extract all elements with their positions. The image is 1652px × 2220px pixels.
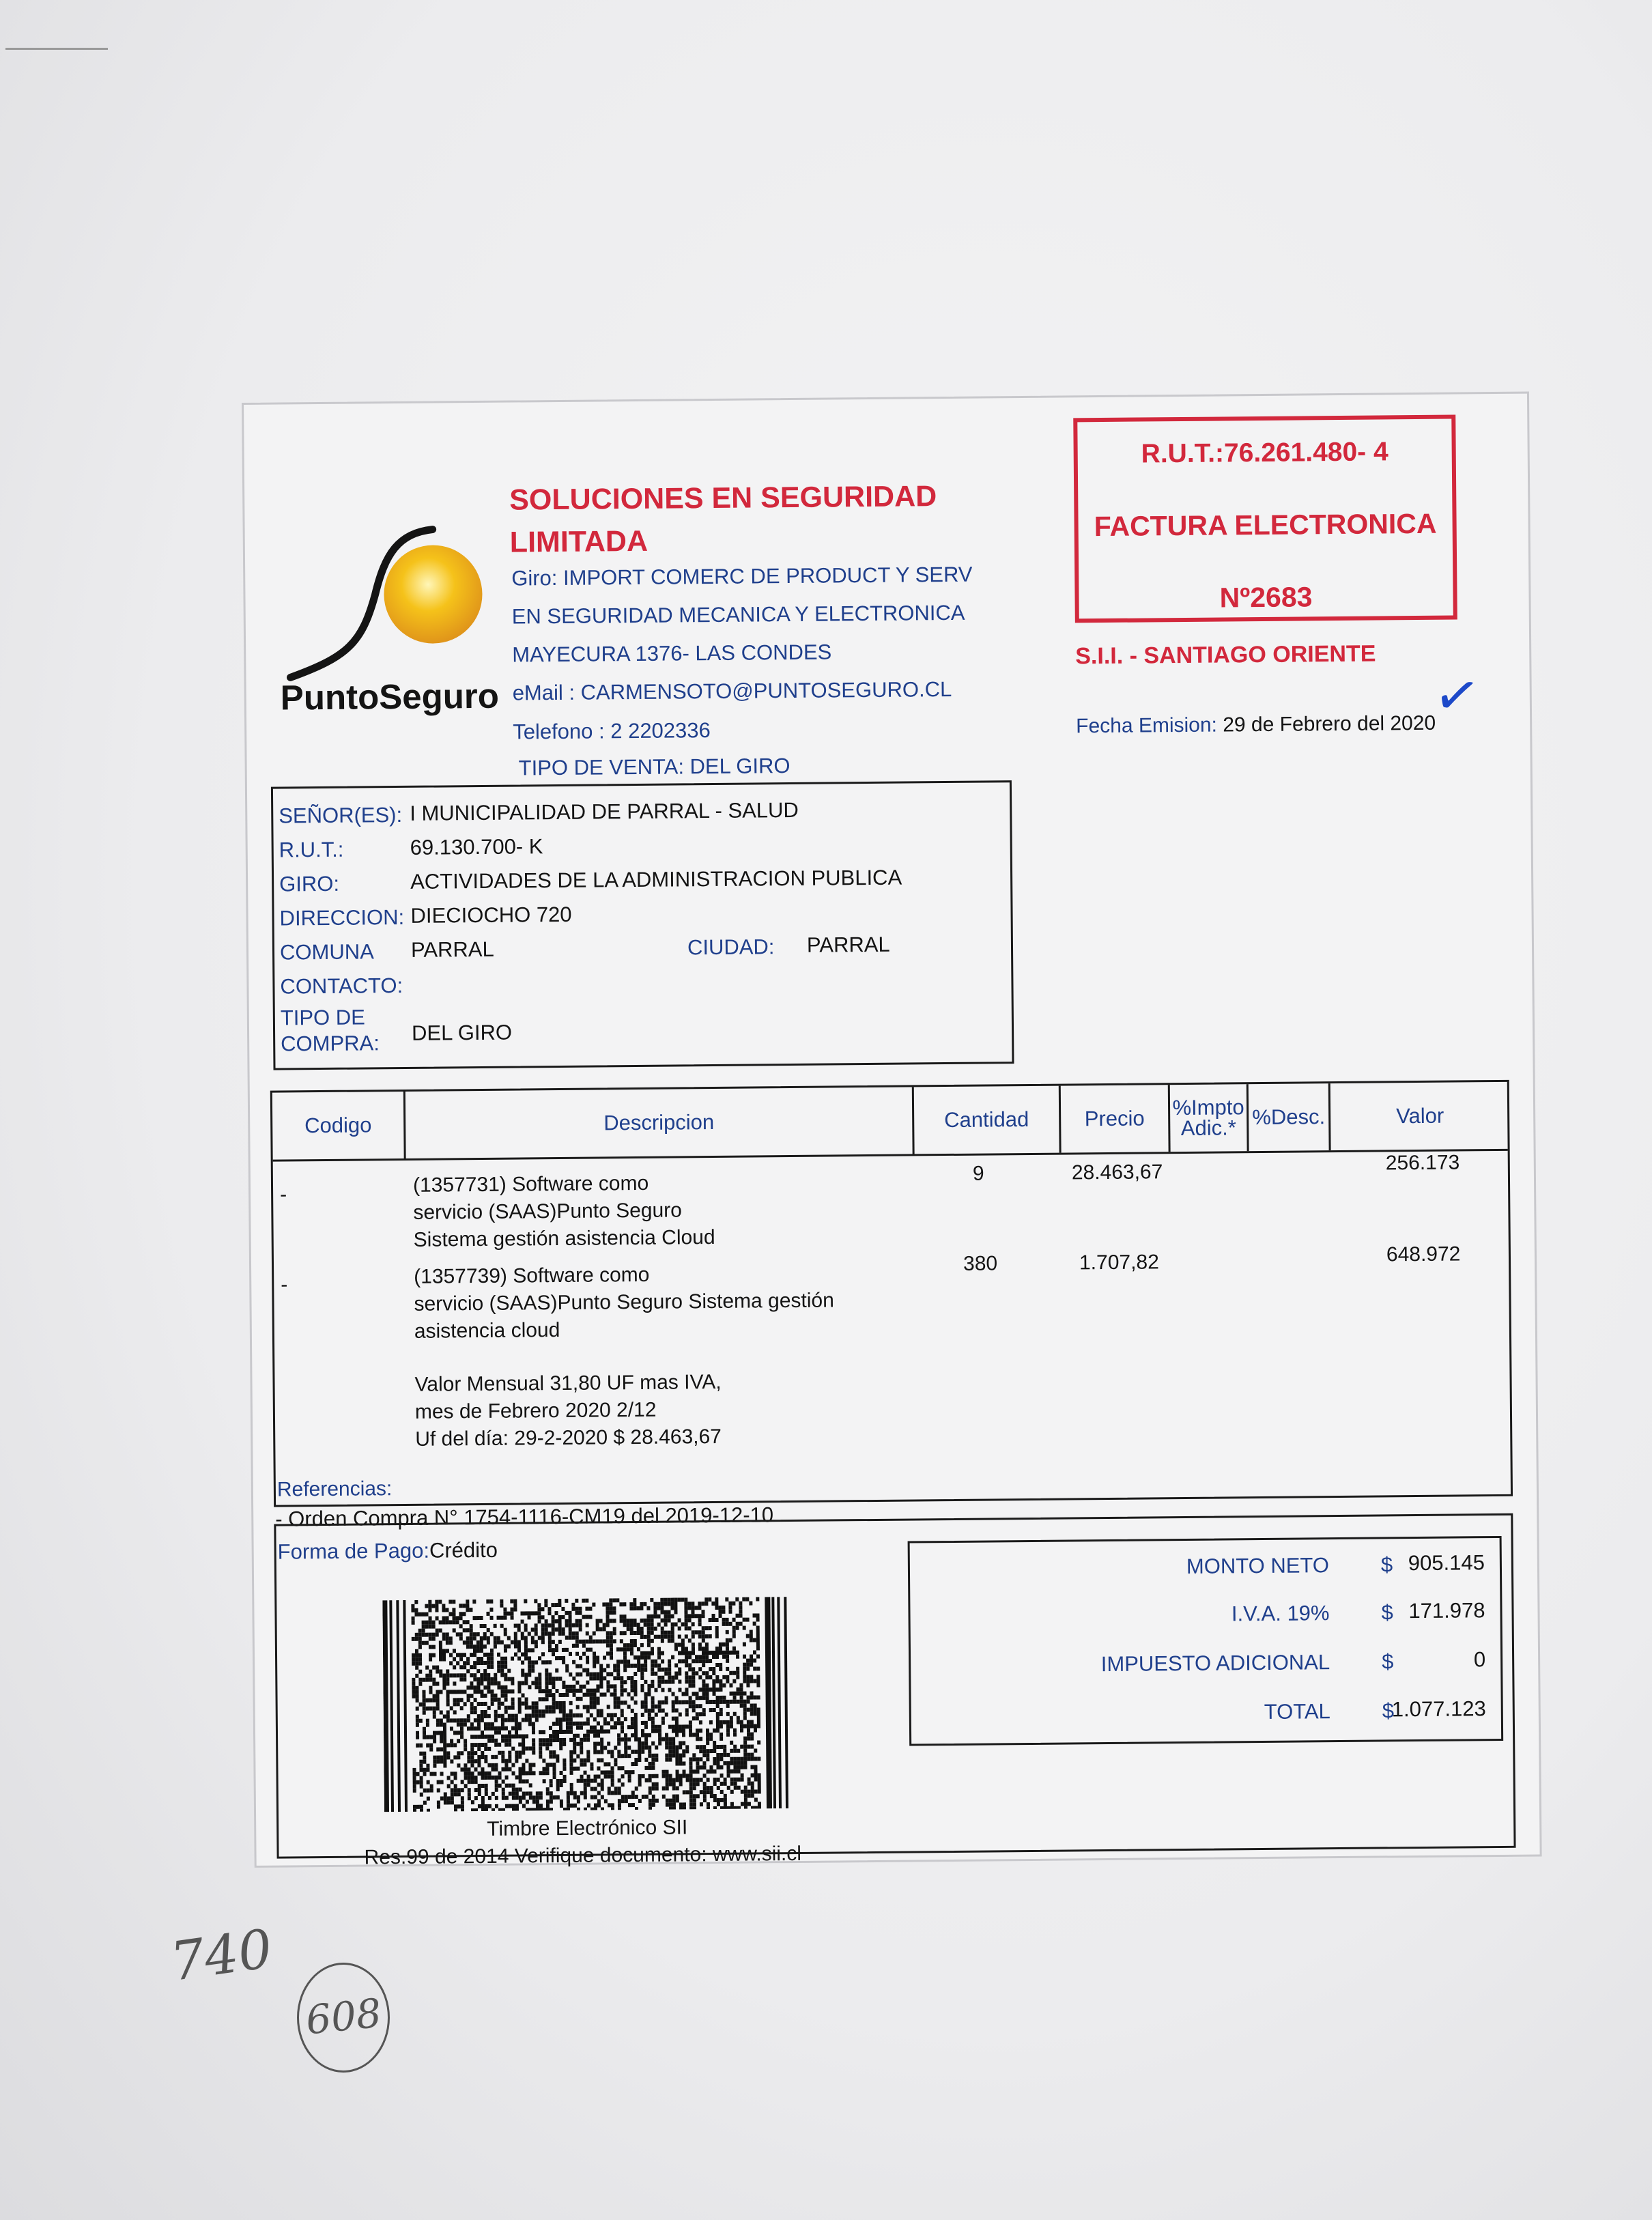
footer-box [274, 1513, 1515, 1869]
table-header-row [272, 1082, 1508, 1162]
referencia-value: - Orden Compra N° 1754-1116-CM19 del 2019-12-10 [275, 1503, 774, 1531]
header-impto [1170, 1084, 1249, 1152]
row1-desc-line1: (1357731) Software como [412, 1171, 649, 1197]
direccion-label: DIRECCION: [279, 905, 405, 930]
total-currency: $ [1382, 1698, 1395, 1723]
items-table [270, 1080, 1513, 1507]
adicional-label: IMPUESTO ADICIONAL [1100, 1650, 1330, 1677]
neto-currency: $ [1380, 1552, 1393, 1577]
row1-codigo: - [279, 1183, 287, 1206]
invoice-document [242, 392, 1542, 1868]
total-value: 1.077.123 [1391, 1696, 1486, 1722]
forma-pago [278, 1538, 498, 1565]
handwritten-note-740: 740 [167, 1918, 276, 1993]
row2-valor: 648.972 [1386, 1242, 1461, 1266]
direccion-value: DIECIOCHO 720 [410, 902, 572, 928]
contacto-label: CONTACTO: [280, 973, 403, 999]
issue-date-label: Fecha Emision: [1076, 713, 1218, 738]
row2-codigo: - [281, 1273, 288, 1296]
company-name [509, 474, 988, 563]
referencias-label: Referencias: [276, 1477, 393, 1501]
company-giro-line2: EN SEGURIDAD MECANICA Y ELECTRONICA [511, 600, 965, 629]
row1-cantidad: 9 [972, 1162, 984, 1185]
rut-stamp-box [1073, 414, 1457, 623]
client-rut-value: 69.130.700- K [410, 834, 543, 859]
senor-value: I MUNICIPALIDAD DE PARRAL - SALUD [410, 797, 799, 825]
client-giro-value: ACTIVIDADES DE LA ADMINISTRACION PUBLICA [410, 865, 902, 894]
row1-desc-line2: servicio (SAAS)Punto Seguro [413, 1199, 683, 1224]
company-address: MAYECURA 1376- LAS CONDES [512, 640, 832, 667]
ciudad-value: PARRAL [806, 932, 890, 957]
neto-label: MONTO NETO [1186, 1553, 1330, 1578]
row2-desc-line2: servicio (SAAS)Punto Seguro Sistema gestión [414, 1289, 834, 1315]
pen-mark [5, 48, 108, 50]
sii-office: S.I.I. - SANTIAGO ORIENTE [1075, 640, 1376, 670]
iva-value: 171.978 [1408, 1598, 1485, 1623]
sale-type: TIPO DE VENTA: DEL GIRO [518, 754, 791, 780]
row1-desc-line3: Sistema gestión asistencia Cloud [413, 1225, 715, 1251]
tipo-compra-label-1: TIPO DE [280, 1005, 366, 1030]
header-precio: Precio [1061, 1085, 1171, 1152]
adicional-value: 0 [1473, 1647, 1486, 1672]
note-line2: mes de Febrero 2020 2/12 [414, 1398, 657, 1423]
adicional-currency: $ [1382, 1649, 1394, 1674]
invoice-number: Nº2683 [1219, 581, 1313, 614]
iva-currency: $ [1381, 1600, 1393, 1625]
res-sii: Res.99 de 2014 Verifique documento: www.sii.cl [364, 1842, 802, 1869]
header-impto-line2: Adic.* [1180, 1115, 1236, 1141]
tipo-compra-label-2: COMPRA: [281, 1031, 380, 1056]
row2-precio: 1.707,82 [1079, 1251, 1159, 1275]
comuna-value: PARRAL [410, 937, 494, 962]
company-name-line2: LIMITADA [509, 524, 649, 559]
forma-pago-value: Crédito [429, 1537, 498, 1563]
document-type: FACTURA ELECTRONICA [1094, 507, 1437, 543]
row2-desc-line1: (1357739) Software como [414, 1263, 650, 1288]
timbre-label: Timbre Electrónico SII [487, 1816, 688, 1840]
tipo-compra-value: DEL GIRO [411, 1020, 513, 1045]
comuna-label: COMUNA [279, 939, 374, 965]
note-line1: Valor Mensual 31,80 UF mas IVA, [414, 1370, 722, 1396]
forma-pago-label: Forma de Pago: [277, 1538, 430, 1564]
iva-label: I.V.A. 19% [1231, 1601, 1330, 1626]
senor-label: SEÑOR(ES): [279, 802, 403, 828]
header-cantidad: Cantidad [914, 1086, 1062, 1154]
company-name-line1: SOLUCIONES EN SEGURIDAD [509, 480, 937, 517]
header-desc: %Desc. [1249, 1083, 1331, 1151]
header-descripcion: Descripcion [405, 1087, 915, 1158]
logo-text: PuntoSeguro [280, 676, 500, 717]
company-giro-line1: Giro: IMPORT COMERC DE PRODUCT Y SERV [511, 562, 973, 590]
ciudad-label: CIUDAD: [687, 935, 775, 960]
issuer-rut: R.U.T.:76.261.480- 4 [1141, 437, 1388, 469]
header-valor: Valor [1395, 1103, 1444, 1128]
issue-date-value: 29 de Febrero del 2020 [1223, 711, 1436, 737]
row2-desc-line3: asistencia cloud [414, 1318, 560, 1343]
timbre-barcode-icon [382, 1597, 794, 1812]
totals-box [908, 1536, 1504, 1746]
header-impto-line1: %Impto [1172, 1095, 1244, 1120]
client-box [271, 780, 1014, 1070]
row1-valor: 256.173 [1385, 1151, 1460, 1175]
company-phone: Telefono : 2 2202336 [513, 718, 711, 744]
note-line3: Uf del día: 29-2-2020 $ 28.463,67 [415, 1425, 722, 1451]
check-mark-icon: ✓ [1429, 661, 1485, 730]
client-giro-label: GIRO: [279, 871, 340, 896]
neto-value: 905.145 [1408, 1550, 1485, 1576]
row1-precio: 28.463,67 [1071, 1161, 1163, 1184]
client-rut-label: R.U.T.: [279, 837, 344, 862]
issue-date [1076, 712, 1436, 739]
company-email: eMail : CARMENSOTO@PUNTOSEGURO.CL [512, 677, 952, 705]
handwritten-note-608: 608 [303, 1989, 384, 2044]
total-label: TOTAL [1264, 1699, 1330, 1724]
row2-cantidad: 380 [963, 1252, 998, 1275]
header-codigo: Codigo [272, 1092, 406, 1160]
